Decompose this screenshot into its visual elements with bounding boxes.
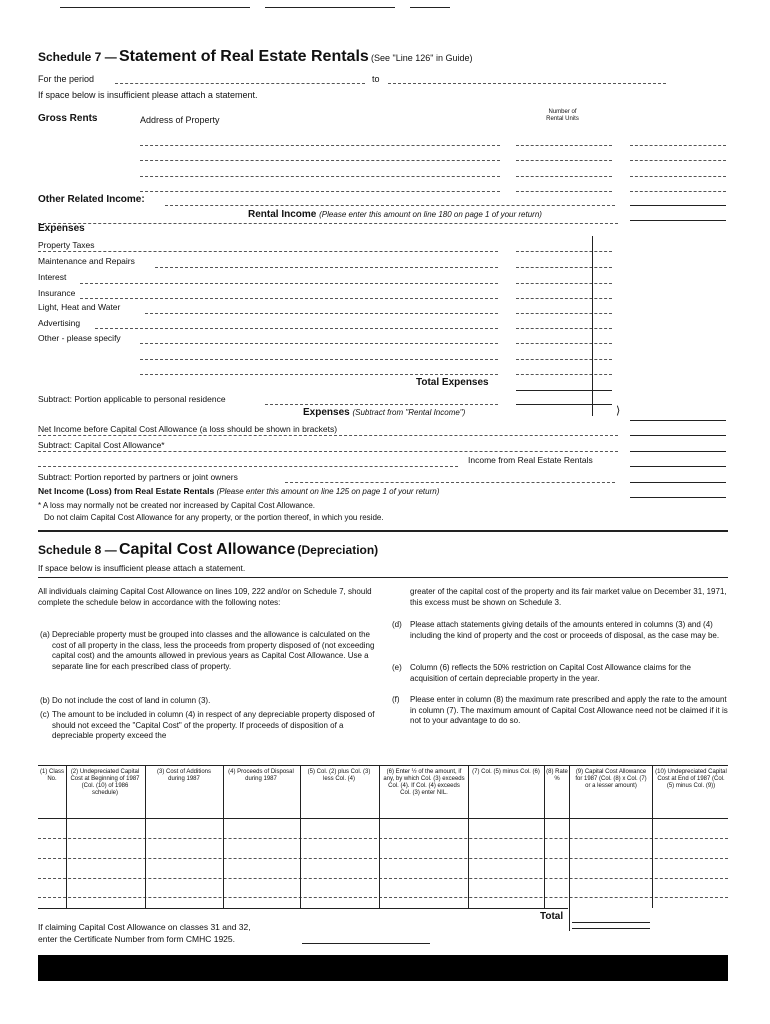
expense-other: Other - please specify xyxy=(38,333,121,343)
note-a-text: Depreciable property must be grouped into classes and the allowance is calculated on the cost of all property in the class, less the proceeds from property disposed of (not exceeding capital cost) and the amounts allowed in previous years as Capital Cost Allowance. Use a separate line for each prescribed class of property. xyxy=(52,630,375,671)
expense-amount[interactable] xyxy=(516,298,612,299)
subtract-personal-field[interactable] xyxy=(265,404,498,405)
address-line-4[interactable] xyxy=(140,191,500,192)
subtract-personal-amount[interactable] xyxy=(516,404,612,405)
expense-line[interactable] xyxy=(140,374,498,375)
expense-line[interactable] xyxy=(80,298,498,299)
note-c-text: The amount to be included in column (4) in respect of any depreciable property disposed of should not exceed the "Capital Cost" of the property. If proceeds of disposition of a depreciable property exceed the xyxy=(52,710,375,741)
schedule8-heading xyxy=(38,541,378,561)
note-d-label: (d) xyxy=(392,620,402,629)
expense-insurance: Insurance xyxy=(38,288,76,298)
note-b-label: (b) xyxy=(40,696,50,705)
expense-advertising: Advertising xyxy=(38,318,81,328)
expenses-amount[interactable] xyxy=(630,420,726,421)
note-b xyxy=(40,696,376,707)
rental-income-row xyxy=(248,210,542,220)
net-before-cca-amount[interactable] xyxy=(630,435,726,436)
rental-income-label: Rental Income xyxy=(248,209,317,220)
note-c xyxy=(40,710,376,742)
note-f-label: (f) xyxy=(392,695,400,704)
cca-bottom-rule xyxy=(38,908,568,909)
units-line-2[interactable] xyxy=(516,160,612,161)
cca-table-top xyxy=(38,765,728,766)
cca-col-divider xyxy=(223,765,224,908)
net-income-loss-note: (Please enter this amount on line 125 on page 1 of your return) xyxy=(216,487,440,496)
amount-line-4[interactable] xyxy=(630,191,726,192)
period-to-field[interactable] xyxy=(388,83,666,84)
net-before-cca-label: Net Income before Capital Cost Allowance (a loss should be shown in brackets) xyxy=(38,424,338,434)
note-f-text: Please enter in column (8) the maximum rate prescribed and apply the rate to the amount in column (7). The maximum amount of Capital Cost Allowance need not be claimed if it is not to your advantage to do so. xyxy=(410,695,728,726)
cca-col-divider xyxy=(300,765,301,908)
expense-line[interactable] xyxy=(80,283,498,284)
bottom-black-bar xyxy=(38,955,728,981)
subtract-cca-rule xyxy=(38,451,618,452)
units-line-3[interactable] xyxy=(516,176,612,177)
rental-income-note: (Please enter this amount on line 180 on page 1 of your return) xyxy=(319,210,542,219)
schedule7-prefix: Schedule 7 — xyxy=(38,50,117,64)
schedule7-space-note: If space below is insufficient please attach a statement. xyxy=(38,90,258,100)
cca-total-label: Total xyxy=(540,911,564,922)
expenses-note: (Subtract from "Rental Income") xyxy=(352,408,466,417)
schedule7-heading xyxy=(38,48,472,68)
rental-income-amount[interactable] xyxy=(630,220,726,221)
cmhc-line-1: If claiming Capital Cost Allowance on classes 31 and 32, xyxy=(38,922,251,932)
net-income-loss-amount[interactable] xyxy=(630,497,726,498)
subtract-cca-label: Subtract: Capital Cost Allowance* xyxy=(38,440,165,450)
note-f xyxy=(392,695,728,727)
address-line-2[interactable] xyxy=(140,160,500,161)
cca-row[interactable] xyxy=(38,858,728,859)
note-e-text: Column (6) reflects the 50% restriction on Capital Cost Allowance claims for the acquisition of certain depreciable property in the year. xyxy=(410,663,692,683)
period-from-field[interactable] xyxy=(115,83,365,84)
cca-total-amount[interactable] xyxy=(572,922,650,923)
note-a xyxy=(40,630,376,672)
expenses-row xyxy=(303,408,465,418)
subtract-cca-amount[interactable] xyxy=(630,451,726,452)
expense-line[interactable] xyxy=(155,267,498,268)
col-col7: (7) Col. (5) minus Col. (6) xyxy=(472,769,540,775)
subtract-personal-label: Subtract: Portion applicable to personal residence xyxy=(38,394,226,404)
col-additions: (3) Cost of Additions during 1987 xyxy=(156,769,212,782)
schedule7-title: Statement of Real Estate Rentals xyxy=(118,48,369,65)
schedule8-rule xyxy=(38,577,728,578)
note-a-label: (a) xyxy=(40,630,50,639)
expense-interest: Interest xyxy=(38,272,67,282)
schedule7-ref: (See "Line 126" in Guide) xyxy=(371,53,473,63)
net-before-cca-rule xyxy=(38,435,618,436)
address-line-1[interactable] xyxy=(140,145,500,146)
total-expenses-amount[interactable] xyxy=(516,390,612,391)
note-d xyxy=(392,620,728,641)
schedule8-prefix: Schedule 8 — xyxy=(38,543,117,557)
col-cca-1987: (9) Capital Cost Allowance for 1987 (Col. (8) x Col. (7) or a lesser amount) xyxy=(575,769,647,789)
schedule8-space-note: If space below is insufficient please attach a statement. xyxy=(38,563,246,573)
cca-total-double-rule xyxy=(572,928,650,929)
address-label: Address of Property xyxy=(140,115,220,125)
other-income-amount[interactable] xyxy=(630,205,726,206)
period-to-label: to xyxy=(372,74,380,84)
col-undepreciated-end: (10) Undepreciated Capital Cost at End of 1987 (Col. (5) minus Col. (9)) xyxy=(655,769,727,789)
expense-line[interactable] xyxy=(140,359,498,360)
cca-header-rule xyxy=(38,818,728,819)
footnote-residence: Do not claim Capital Cost Allowance for any property, or the portion thereof, in which you reside. xyxy=(44,513,384,522)
cca-col-divider xyxy=(379,765,380,908)
cca-row[interactable] xyxy=(38,838,728,839)
cca-col-divider xyxy=(468,765,469,908)
schedule8-intro-right: greater of the capital cost of the property and its fair market value on December 31, 1971, this excess must be shown on Schedule 3. xyxy=(410,587,727,607)
col-class-no: (1) Class No. xyxy=(40,769,65,782)
cmhc-certificate-field[interactable] xyxy=(302,943,430,944)
subtract-partners-label: Subtract: Portion reported by partners or joint owners xyxy=(38,472,238,482)
expense-amount[interactable] xyxy=(516,313,612,314)
expense-amount[interactable] xyxy=(516,283,612,284)
expenses-label: Expenses xyxy=(303,407,350,418)
address-line-3[interactable] xyxy=(140,176,500,177)
expense-property-taxes: Property Taxes xyxy=(38,240,95,250)
arrow-icon: ⟩ xyxy=(616,405,621,417)
expense-amount[interactable] xyxy=(516,328,612,329)
col-col5: (5) Col. (2) plus Col. (3) less Col. (4) xyxy=(307,769,371,782)
expense-amount[interactable] xyxy=(516,343,612,344)
period-label: For the period xyxy=(38,74,95,84)
subtract-partners-field[interactable] xyxy=(285,482,615,483)
cca-col-divider xyxy=(66,765,67,908)
expense-line[interactable] xyxy=(95,328,498,329)
top-rule xyxy=(60,7,250,8)
cca-col-divider xyxy=(569,765,570,931)
cmhc-line-2: enter the Certificate Number from form CMHC 1925. xyxy=(38,934,235,944)
total-expenses-label: Total Expenses xyxy=(416,377,489,388)
note-d-text: Please attach statements giving details of the amounts entered in columns (3) and (4) including the kind of property and the cost or proceeds of disposal, as the case may be. xyxy=(410,620,720,640)
gross-rents-label: Gross Rents xyxy=(38,113,98,124)
note-c-label: (c) xyxy=(40,710,50,719)
other-income-field[interactable] xyxy=(165,205,615,206)
schedule8-title: Capital Cost Allowance xyxy=(118,541,296,558)
expense-maintenance: Maintenance and Repairs xyxy=(38,256,135,266)
expense-amount[interactable] xyxy=(516,251,612,252)
income-rule xyxy=(38,466,458,467)
amount-line-3[interactable] xyxy=(630,176,726,177)
other-income-label: Other Related Income: xyxy=(38,194,145,205)
net-income-loss-row xyxy=(38,486,439,497)
net-income-loss-label: Net Income (Loss) from Real Estate Rentals xyxy=(38,486,215,496)
amount-line-1[interactable] xyxy=(630,145,726,146)
expenses-heading: Expenses xyxy=(38,223,85,234)
income-from-rentals-label: Income from Real Estate Rentals xyxy=(468,455,593,465)
top-rule xyxy=(265,7,395,8)
units-line-4[interactable] xyxy=(516,191,612,192)
expense-utilities: Light, Heat and Water xyxy=(38,302,121,312)
col-rate: (8) Rate % xyxy=(546,769,568,782)
note-e xyxy=(392,663,728,684)
units-line-1[interactable] xyxy=(516,145,612,146)
cca-row[interactable] xyxy=(38,878,728,879)
col-half-excess: (6) Enter ½ of the amount, if any, by which Col. (3) exceeds Col. (4). If Col. (4) exceeds Col. (3) enter NIL. xyxy=(383,769,465,796)
expense-amount[interactable] xyxy=(516,267,612,268)
expenses-top-rule xyxy=(38,223,618,224)
col-undepreciated-begin: (2) Undepreciated Capital Cost at Beginning of 1987 (Col. (10) of 1986 schedule) xyxy=(70,769,140,796)
income-from-rentals-amount[interactable] xyxy=(630,466,726,467)
expense-line[interactable] xyxy=(140,343,498,344)
cca-col-divider xyxy=(652,765,653,908)
units-label: Number of Rental Units xyxy=(546,109,579,122)
schedule-divider xyxy=(38,530,728,532)
note-e-label: (e) xyxy=(392,663,402,672)
footnote-loss: * A loss may normally not be created nor increased by Capital Cost Allowance. xyxy=(38,501,316,510)
cca-col-divider xyxy=(145,765,146,908)
col-proceeds: (4) Proceeds of Disposal during 1987 xyxy=(228,769,294,782)
expense-amount[interactable] xyxy=(516,359,612,360)
schedule8-intro-left: All individuals claiming Capital Cost Allowance on lines 109, 222 and/or on Schedule 7, should complete the schedule below in accordance with the following notes: xyxy=(38,587,372,607)
amount-line-2[interactable] xyxy=(630,160,726,161)
expense-line[interactable] xyxy=(145,313,498,314)
schedule8-subtitle: (Depreciation) xyxy=(297,543,379,557)
expense-line[interactable] xyxy=(38,251,498,252)
subtract-partners-amount[interactable] xyxy=(630,482,726,483)
expense-amount[interactable] xyxy=(516,374,612,375)
cca-col-divider xyxy=(544,765,545,908)
cca-row[interactable] xyxy=(38,897,728,898)
note-b-text: Do not include the cost of land in column (3). xyxy=(52,696,211,705)
top-rule xyxy=(410,7,450,8)
expense-cents-divider xyxy=(592,236,593,416)
